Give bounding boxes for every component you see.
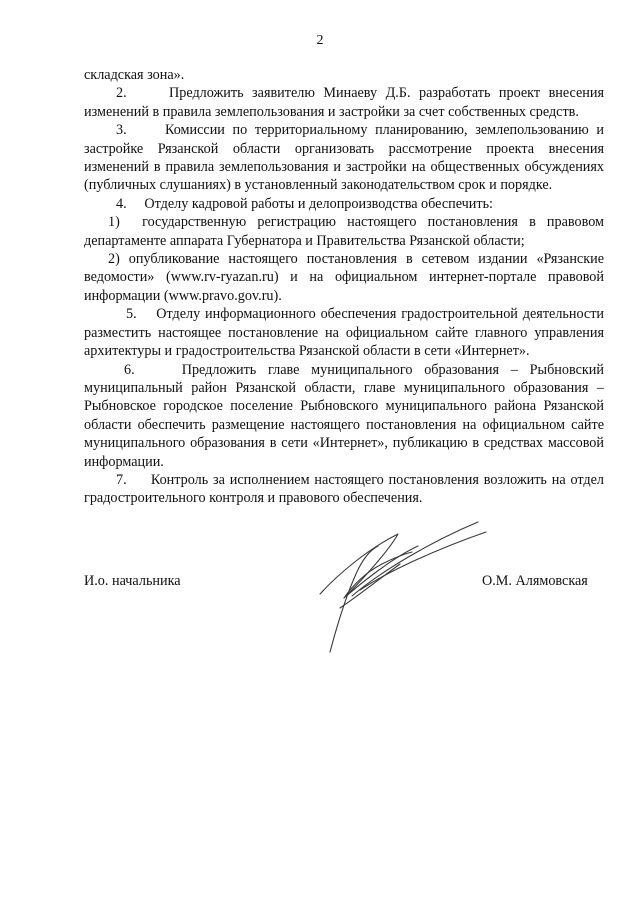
signatory-name: О.М. Алямовская xyxy=(482,573,588,589)
paragraph-item-5: 5. Отделу информационного обеспечения градостроительной деятельности разместить настоящее постановление на официальном сайте главного управления архитектуры и градостроительства Рязанской области в сети «Интернет». xyxy=(84,306,604,360)
paragraph-item-3: 3. Комиссии по территориальному планированию, землепользованию и застройке Рязанской области организовать рассмотрение проекта внесения изменений в правила землепользования и застройки на общественных обсуждениях (публичных слушаниях) в установленный законодательством срок и порядке. xyxy=(84,122,604,194)
paragraph-subitem-2: 2) опубликование настоящего постановления в сетевом издании «Рязанские ведомости» (www.rv-ryazan.ru) и на официальном интернет-портале правовой информации (www.pravo.gov.ru). xyxy=(84,251,604,304)
paragraph-item-2: 2. Предложить заявителю Минаеву Д.Б. разработать проект внесения изменений в правила землепользования и застройки за счет собственных средств. xyxy=(84,85,604,120)
paragraph-item-7: 7. Контроль за исполнением настоящего постановления возложить на отдел градостроительного контроля и правового обеспечения. xyxy=(84,471,604,507)
document-body xyxy=(84,66,604,508)
signatory-title: И.о. начальника xyxy=(84,573,181,589)
page-number: 2 xyxy=(316,33,324,48)
paragraph-subitem-1: 1) государственную регистрацию настоящего постановления в правовом департаменте аппарата Губернатора и Правительства Рязанской области; xyxy=(84,214,604,249)
paragraph-item-4: 4. Отделу кадровой работы и делопроизводства обеспечить: xyxy=(116,195,493,212)
paragraph-continuation: складская зона». xyxy=(84,67,185,83)
handwritten-signature xyxy=(300,512,490,662)
paragraph-item-6: 6. Предложить главе муниципального образования – Рыбновский муниципальный район Рязанской области, главе муниципального образования – Рыбновское городское поселение Рыбновского муниципального района Рязанской области обеспечить размещение настоящего постановления на официальном сайте муниципального образования в сети «Интернет», публикацию в средствах массовой информации. xyxy=(84,361,604,470)
